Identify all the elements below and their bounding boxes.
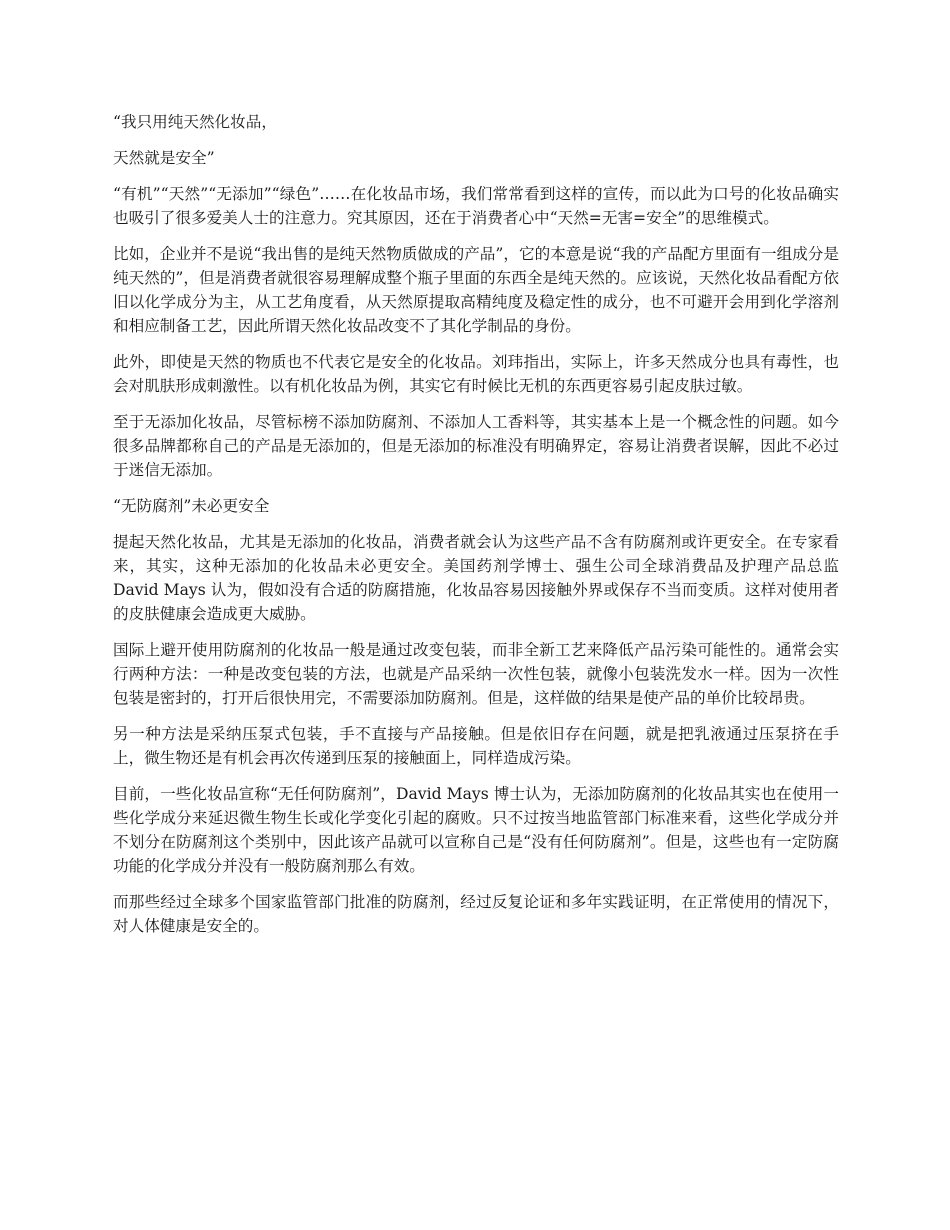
paragraph: 国际上避开使用防腐剂的化妆品一般是通过改变包装，而非全新工艺来降低产品污染可能性的。通常会实行两种方法：一种是改变包装的方法，也就是产品采纳一次性包装，就像小包装洗发水一样。因为一次性包装是密封的，打开后很快用完，不需要添加防腐剂。但是，这样做的结果是使产品的单价比较昂贵。 <box>113 641 839 707</box>
paragraph: 而那些经过全球多个国家监管部门批准的防腐剂，经过反复论证和多年实践证明，在正常使用的情况下，对人体健康是安全的。 <box>113 893 839 935</box>
paragraph: “有机”“天然”“无添加”“绿色”……在化妆品市场，我们常常看到这样的宣传，而以此为口号的化妆品确实也吸引了很多爱美人士的注意力。究其原因，还在于消费者心中“天然=无害=安全”的思维模式。 <box>113 185 839 227</box>
heading-line-2: 天然就是安全” <box>113 149 215 167</box>
paragraph: 比如，企业并不是说“我出售的是纯天然物质做成的产品”，它的本意是说“我的产品配方里面有一组成分是纯天然的”，但是消费者就很容易理解成整个瓶子里面的东西全是纯天然的。应该说，天然化妆品看配方依旧以化学成分为主，从工艺角度看，从天然原提取高精纯度及稳定性的成分，也不可避开会用到化学溶剂和相应制备工艺，因此所谓天然化妆品改变不了其化学制品的身份。 <box>113 245 839 335</box>
document-page <box>113 110 839 950</box>
section-heading: “无防腐剂”未必更安全 <box>113 497 270 515</box>
paragraph: 至于无添加化妆品，尽管标榜不添加防腐剂、不添加人工香料等，其实基本上是一个概念性的问题。如今很多品牌都称自己的产品是无添加的，但是无添加的标准没有明确界定，容易让消费者误解，因此不必过于迷信无添加。 <box>113 413 839 479</box>
paragraph: 另一种方法是采纳压泵式包装，手不直接与产品接触。但是依旧存在问题，就是把乳液通过压泵挤在手上，微生物还是有机会再次传递到压泵的接触面上，同样造成污染。 <box>113 725 839 767</box>
paragraph: 目前，一些化妆品宣称“无任何防腐剂”，David Mays 博士认为，无添加防腐剂的化妆品其实也在使用一些化学成分来延迟微生物生长或化学变化引起的腐败。只不过按当地监管部门标准来看，这些化学成分并不划分在防腐剂这个类别中，因此该产品就可以宣称自己是“没有任何防腐剂”。但是，这些也有一定防腐功能的化学成分并没有一般防腐剂那么有效。 <box>113 785 839 875</box>
paragraph: 提起天然化妆品，尤其是无添加的化妆品，消费者就会认为这些产品不含有防腐剂或许更安全。在专家看来，其实，这种无添加的化妆品未必更安全。美国药剂学博士、强生公司全球消费品及护理产品总监 David Mays 认为，假如没有合适的防腐措施，化妆品容易因接触外界或保存不当而变质。这样对使用者的皮肤健康会造成更大威胁。 <box>113 533 839 623</box>
heading-line-1: “我只用纯天然化妆品， <box>113 113 277 131</box>
paragraph: 此外，即使是天然的物质也不代表它是安全的化妆品。刘玮指出，实际上，许多天然成分也具有毒性，也会对肌肤形成刺激性。以有机化妆品为例，其实它有时候比无机的东西更容易引起皮肤过敏。 <box>113 353 839 395</box>
